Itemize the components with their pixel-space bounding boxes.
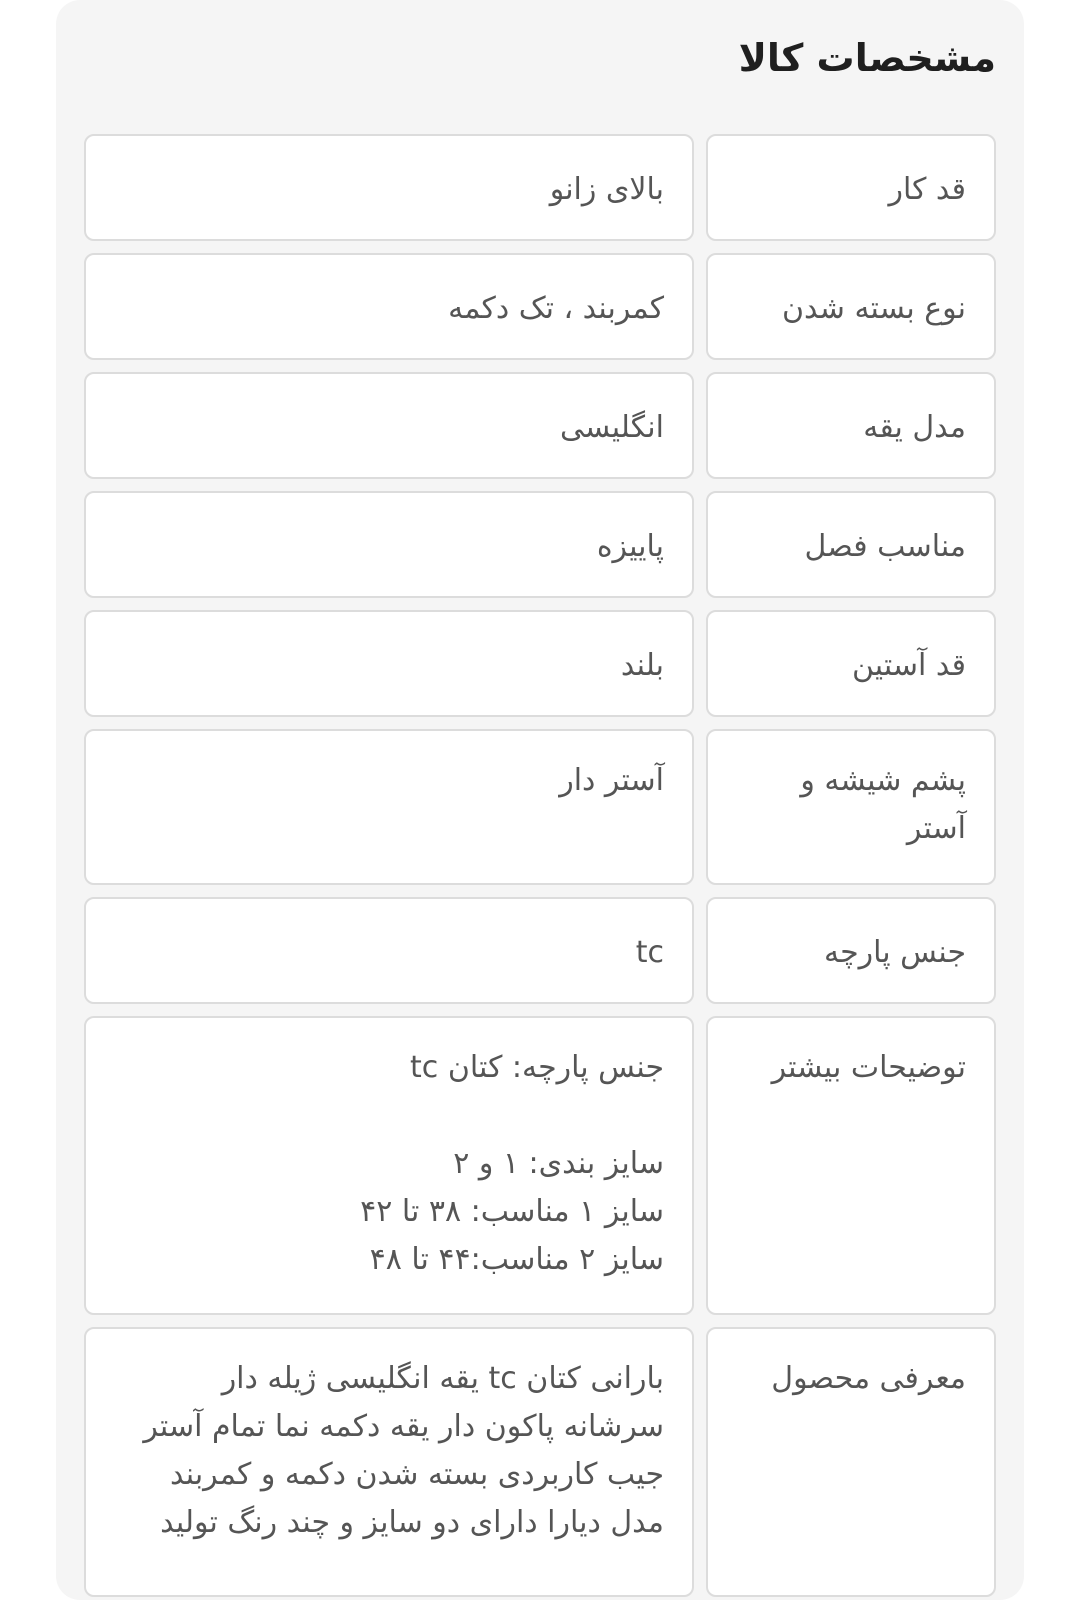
- spec-row: [84, 1327, 996, 1597]
- spec-value: کمربند ، تک دکمه: [84, 253, 694, 360]
- spec-label: قد کار: [706, 134, 996, 241]
- spec-label: قد آستین: [706, 610, 996, 717]
- spec-label: پشم شیشه و آستر: [706, 729, 996, 885]
- spec-row: [84, 253, 996, 360]
- spec-row: [84, 134, 996, 241]
- spec-row: [84, 372, 996, 479]
- spec-row: [84, 491, 996, 598]
- spec-value: جنس پارچه: کتان tc سایز بندی: ۱ و ۲ سایز ۱ مناسب: ۳۸ تا ۴۲ سایز ۲ مناسب:۴۴ تا ۴۸: [84, 1016, 694, 1315]
- spec-label: توضیحات بیشتر: [706, 1016, 996, 1315]
- spec-value: آستر دار: [84, 729, 694, 885]
- spec-value: انگلیسی: [84, 372, 694, 479]
- spec-row: [84, 1016, 996, 1315]
- spec-row: [84, 897, 996, 1004]
- spec-label: معرفی محصول: [706, 1327, 996, 1597]
- spec-label: نوع بسته شدن: [706, 253, 996, 360]
- section-title: مشخصات کالا: [738, 36, 996, 80]
- spec-label: مناسب فصل: [706, 491, 996, 598]
- spec-value: پاییزه: [84, 491, 694, 598]
- product-specs-panel: [56, 0, 1024, 1600]
- spec-value: بالای زانو: [84, 134, 694, 241]
- spec-row: [84, 610, 996, 717]
- spec-row: [84, 729, 996, 885]
- spec-value: tc: [84, 897, 694, 1004]
- specs-list: [84, 134, 996, 1597]
- spec-value: بارانی کتان tc یقه انگلیسی ژیله دار سرشانه پاکون دار یقه دکمه نما تمام آستر جیب کاربردی بسته شدن دکمه و کمربند مدل دیارا دارای دو سایز و چند رنگ تولید: [84, 1327, 694, 1597]
- spec-value: بلند: [84, 610, 694, 717]
- spec-label: مدل یقه: [706, 372, 996, 479]
- spec-label: جنس پارچه: [706, 897, 996, 1004]
